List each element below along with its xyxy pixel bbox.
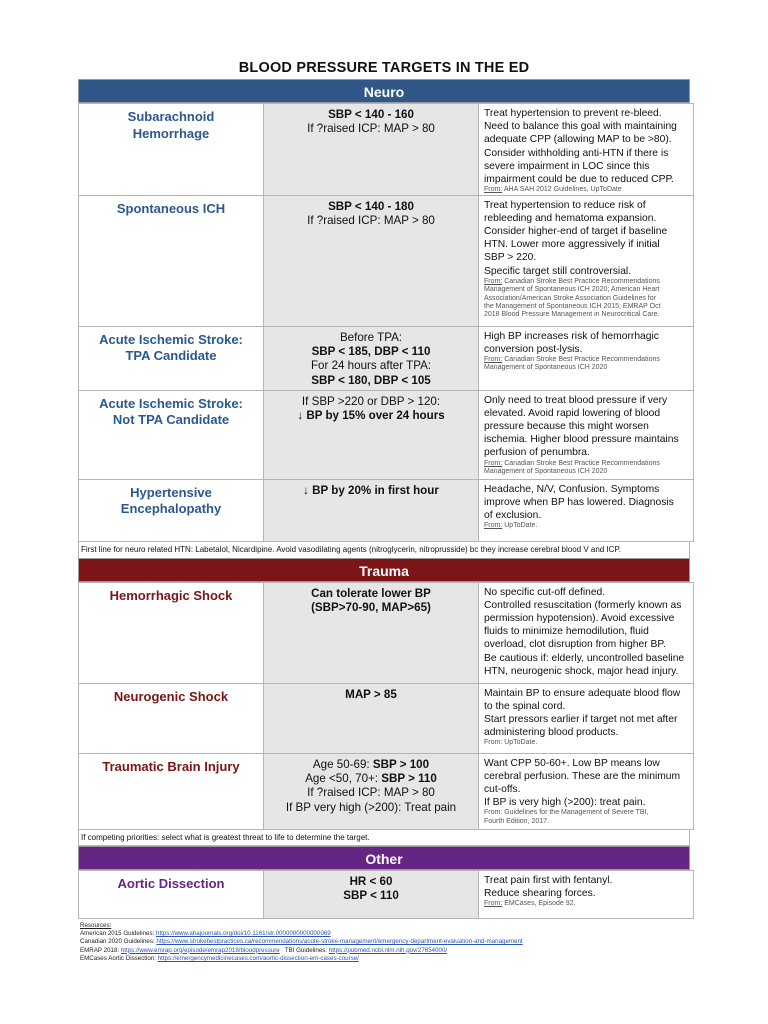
source-line: Canadian Stroke Best Practice Recommendations xyxy=(502,356,660,364)
note-line: Start pressors earlier if target not met after xyxy=(484,714,678,726)
bp-target xyxy=(264,480,478,498)
other-section-header: Other xyxy=(78,846,690,870)
source-line: Management of Spontaneous ICH 2020; American Heart xyxy=(484,286,660,294)
clinical-notes xyxy=(479,391,693,477)
notes-cell xyxy=(479,326,694,390)
resource-label: EMCases Aortic Dissection: xyxy=(80,954,158,962)
target-line: For 24 hours after TPA: xyxy=(310,359,432,373)
neuro-row xyxy=(79,326,694,390)
note-line: overload, clot disruption from higher BP. xyxy=(484,639,666,651)
resource-line xyxy=(80,947,680,955)
note-line: Maintain BP to ensure adequate blood flow xyxy=(484,687,681,699)
target-line: HR < 60 xyxy=(349,874,393,888)
neuro-section-header: Neuro xyxy=(78,79,690,103)
resource-link[interactable]: https://www.ahajournals.org/doi/10.1161/str.0000000000000069 xyxy=(156,930,331,938)
note-line: Headache, N/V, Confusion. Symptoms xyxy=(484,483,660,495)
source-from-label: From: xyxy=(484,459,503,467)
neuro-row xyxy=(79,104,694,196)
bp-target xyxy=(264,391,478,424)
condition-name xyxy=(79,104,263,142)
source-from-label: From: xyxy=(484,277,503,285)
source-citation xyxy=(484,900,690,908)
clinical-notes xyxy=(479,871,693,909)
neuro-footnote: First line for neuro related HTN: Labetalol, Nicardipine. Avoid vasodilating agents (nitroglycerin, nitroprusside) bc they increase cerebral blood V and ICP. xyxy=(78,542,690,558)
condition-line: Hemorrhagic Shock xyxy=(109,587,233,603)
source-citation xyxy=(484,186,690,194)
source-citation xyxy=(484,809,690,826)
target-line: MAP > 85 xyxy=(345,687,397,701)
note-line: perfusion of penumbra. xyxy=(484,447,590,459)
note-line: Reduce shearing forces. xyxy=(484,887,596,899)
notes-cell xyxy=(479,104,694,196)
target-line: Can tolerate lower BP xyxy=(311,586,431,600)
bp-target xyxy=(264,583,478,616)
note-line: elevated. Avoid rapid lowering of blood xyxy=(484,407,661,419)
source-citation xyxy=(484,522,690,530)
source-line: Fourth Edition, 2017. xyxy=(484,817,549,825)
condition-cell xyxy=(79,390,264,479)
bp-target-cell xyxy=(264,326,479,390)
source-from-label: From: xyxy=(484,522,503,530)
bp-target-cell xyxy=(264,683,479,753)
target-line: Age 50-69: SBP > 100 xyxy=(312,757,430,771)
notes-cell xyxy=(479,870,694,918)
resource-label: EMRAP 2018: xyxy=(80,946,121,954)
bp-target-cell xyxy=(264,582,479,683)
target-line: If SBP >220 or DBP > 120: xyxy=(301,394,441,408)
target-line: ↓ BP by 20% in first hour xyxy=(303,483,439,497)
neuro-table xyxy=(78,103,694,542)
condition-name xyxy=(79,754,263,776)
condition-line: Hypertensive xyxy=(130,484,212,500)
trauma-row xyxy=(79,753,694,829)
note-line: Consider withholding anti-HTN if there is xyxy=(484,147,669,159)
note-line: improve when BP has lowered. Diagnosis xyxy=(484,496,674,508)
source-citation xyxy=(484,356,690,373)
source-line: AHA SAH 2012 Guidelines, UpToDate xyxy=(502,186,622,194)
clinical-notes xyxy=(479,480,693,531)
bp-target-cell xyxy=(264,753,479,829)
bp-target xyxy=(264,327,478,388)
target-line: If ?raised ICP: MAP > 80 xyxy=(307,786,435,800)
target-line: SBP < 110 xyxy=(343,888,399,902)
condition-name xyxy=(79,391,263,429)
note-line: cerebral perfusion. These are the minimum xyxy=(484,770,681,782)
condition-name xyxy=(79,583,263,605)
target-line: SBP < 185, DBP < 110 xyxy=(311,344,431,358)
trauma-section-header: Trauma xyxy=(78,558,690,582)
note-line: HTN. Lower more aggressively if initial xyxy=(484,239,660,251)
resource-label: TBI Guidelines: xyxy=(279,946,329,954)
source-citation xyxy=(484,460,690,477)
source-line: EMCases, Episode 92. xyxy=(502,900,576,908)
condition-line: Encephalopathy xyxy=(120,501,222,517)
resource-link[interactable]: https://emergencymedicinecases.com/aortic-dissection-em-cases-course/ xyxy=(157,954,359,962)
condition-name xyxy=(79,327,263,365)
note-line: Need to balance this goal with maintaining xyxy=(484,121,677,133)
target-line: (SBP>70-90, MAP>65) xyxy=(311,600,431,614)
source-line: the Management of Spontaneous ICH 2015; EMRAP Oct xyxy=(484,303,661,311)
bp-target-cell xyxy=(264,104,479,196)
clinical-notes xyxy=(479,583,693,678)
target-line: If BP very high (>200): Treat pain xyxy=(285,800,457,814)
resource-link[interactable]: https://pubmed.ncbi.nlm.nih.gov/27654000/ xyxy=(328,946,448,954)
note-line: ischemia. Higher blood pressure maintains xyxy=(484,434,679,446)
condition-cell xyxy=(79,582,264,683)
bp-target xyxy=(264,196,478,229)
source-line: From: Guidelines for the Management of Severe TBI, xyxy=(484,809,649,817)
source-from-label: From: xyxy=(484,356,503,364)
clinical-notes xyxy=(479,327,693,373)
note-line: fluids to minimize hemodilution, fluid xyxy=(484,626,649,638)
target-line: SBP < 140 - 160 xyxy=(328,108,414,121)
source-line: Association/American Stroke Association Guidelines for xyxy=(484,294,656,302)
source-from-label: From: xyxy=(484,900,503,908)
condition-name xyxy=(79,196,263,218)
notes-cell xyxy=(479,582,694,683)
source-line: Canadian Stroke Best Practice Recommendations xyxy=(502,459,660,467)
resource-label: American 2015 Guidelines: xyxy=(80,930,157,938)
source-citation xyxy=(484,739,690,747)
condition-name xyxy=(79,480,263,518)
note-line: Treat pain first with fentanyl. xyxy=(484,874,613,886)
clinical-notes xyxy=(479,754,693,827)
bp-target xyxy=(264,684,478,702)
notes-cell xyxy=(479,390,694,479)
target-line: SBP < 140 - 180 xyxy=(328,199,414,213)
clinical-notes xyxy=(479,196,693,320)
condition-line: Subarachnoid xyxy=(127,109,215,124)
other-table xyxy=(78,870,694,919)
source-line: Management of Spontaneous ICH 2020 xyxy=(484,364,608,372)
resource-line xyxy=(80,938,680,946)
note-line: permission hypotension). Avoid excessive xyxy=(484,613,675,625)
source-line: Management of Spontaneous ICH 2020 xyxy=(484,468,608,476)
bp-target-cell xyxy=(264,870,479,918)
note-line: Controlled resuscitation (formerly known as xyxy=(484,599,682,611)
note-line: cut-offs. xyxy=(484,784,521,796)
condition-line: TPA Candidate xyxy=(125,348,217,364)
target-line: ↓ BP by 15% over 24 hours xyxy=(297,408,445,422)
condition-line: Hemorrhage xyxy=(132,125,210,141)
note-line: Be cautious if: elderly, uncontrolled baseline xyxy=(484,652,685,664)
bp-target xyxy=(264,104,478,137)
note-line: pressure because this might worsen xyxy=(484,421,649,433)
target-line: Before TPA: xyxy=(339,330,403,344)
notes-cell xyxy=(479,683,694,753)
condition-cell xyxy=(79,870,264,918)
trauma-row xyxy=(79,683,694,753)
other-row xyxy=(79,870,694,918)
clinical-notes xyxy=(479,104,693,195)
condition-cell xyxy=(79,479,264,541)
condition-cell xyxy=(79,753,264,829)
note-line: Want CPP 50-60+. Low BP means low xyxy=(484,757,660,769)
note-line: High BP increases risk of hemorrhagic xyxy=(484,330,659,342)
neuro-row xyxy=(79,479,694,541)
condition-line: Aortic Dissection xyxy=(117,875,225,891)
bp-target-cell xyxy=(264,390,479,479)
source-line: From: UpToDate. xyxy=(484,739,538,747)
condition-name xyxy=(79,871,263,893)
resource-label: Canadian 2020 Guidelines: xyxy=(80,938,157,946)
note-line: Treat hypertension to reduce risk of xyxy=(484,199,646,211)
neuro-row xyxy=(79,390,694,479)
note-line: rebleeding and hematoma expansion. xyxy=(484,212,657,224)
condition-cell xyxy=(79,683,264,753)
resource-line xyxy=(80,955,680,963)
bp-targets-document xyxy=(78,55,690,919)
document-title: BLOOD PRESSURE TARGETS IN THE ED xyxy=(238,60,530,76)
source-line: UpToDate. xyxy=(502,522,538,530)
condition-line: Traumatic Brain Injury xyxy=(102,758,240,774)
source-line: Canadian Stroke Best Practice Recommendations xyxy=(502,277,660,285)
note-line: Only need to treat blood pressure if very xyxy=(484,394,668,406)
note-line: Treat hypertension to prevent re-bleed. xyxy=(484,108,662,119)
notes-cell xyxy=(479,479,694,541)
notes-cell xyxy=(479,753,694,829)
condition-line: Acute Ischemic Stroke: xyxy=(99,395,243,411)
note-line: of exclusion. xyxy=(484,510,542,522)
resource-line xyxy=(80,930,680,938)
note-line: SBP > 220. xyxy=(484,252,537,264)
trauma-table xyxy=(78,582,694,830)
bp-target xyxy=(264,871,478,904)
note-line: severe impairment in LOC since this xyxy=(484,160,650,172)
condition-cell xyxy=(79,104,264,196)
target-line: Age <50, 70+: SBP > 110 xyxy=(305,771,437,785)
resource-link[interactable]: https://www.strokebestpractices.ca/recommendations/acute-stroke-management/emergency-department-evaluation-and-management xyxy=(156,938,523,946)
note-line: HTN, neurogenic shock, major head injury. xyxy=(484,665,679,677)
neuro-row xyxy=(79,195,694,326)
clinical-notes xyxy=(479,684,693,748)
note-line: Specific target still controversial. xyxy=(484,265,632,277)
resources-heading: Resources: xyxy=(80,922,112,929)
note-line: adequate CPP (allowing MAP to be >80). xyxy=(484,134,672,146)
note-line: administering blood products. xyxy=(484,727,619,739)
condition-line: Spontaneous ICH xyxy=(116,200,226,216)
trauma-row xyxy=(79,582,694,683)
source-citation xyxy=(484,278,690,320)
condition-name xyxy=(79,684,263,706)
condition-line: Not TPA Candidate xyxy=(112,412,230,428)
condition-line: Neurogenic Shock xyxy=(113,688,229,704)
bp-target xyxy=(264,754,478,815)
trauma-footnote: If competing priorities: select what is greatest threat to life to determine the target. xyxy=(78,830,690,846)
source-line: 2018 Blood Pressure Management in Neurocritical Care. xyxy=(484,311,660,319)
note-line: Consider higher-end of target if baseline xyxy=(484,226,668,238)
target-line: If ?raised ICP: MAP > 80 xyxy=(307,122,435,136)
note-line: to the spinal cord. xyxy=(484,700,566,712)
note-line: If BP is very high (>200): treat pain. xyxy=(484,797,646,809)
resources-list xyxy=(80,922,680,963)
note-line: impairment could be due to reduced CPP. xyxy=(484,174,674,186)
note-line: conversion post-lysis. xyxy=(484,343,583,355)
condition-cell xyxy=(79,326,264,390)
notes-cell xyxy=(479,195,694,326)
target-line: SBP < 180, DBP < 105 xyxy=(311,373,431,387)
target-line: If ?raised ICP: MAP > 80 xyxy=(307,213,435,227)
condition-line: Acute Ischemic Stroke: xyxy=(99,331,243,347)
bp-target-cell xyxy=(264,479,479,541)
resource-link[interactable]: https://www.emrap.org/episode/emrap2018/bloodpressure xyxy=(120,946,280,954)
note-line: No specific cut-off defined. xyxy=(484,586,606,598)
bp-target-cell xyxy=(264,195,479,326)
condition-cell xyxy=(79,195,264,326)
source-from-label: From: xyxy=(484,186,503,194)
